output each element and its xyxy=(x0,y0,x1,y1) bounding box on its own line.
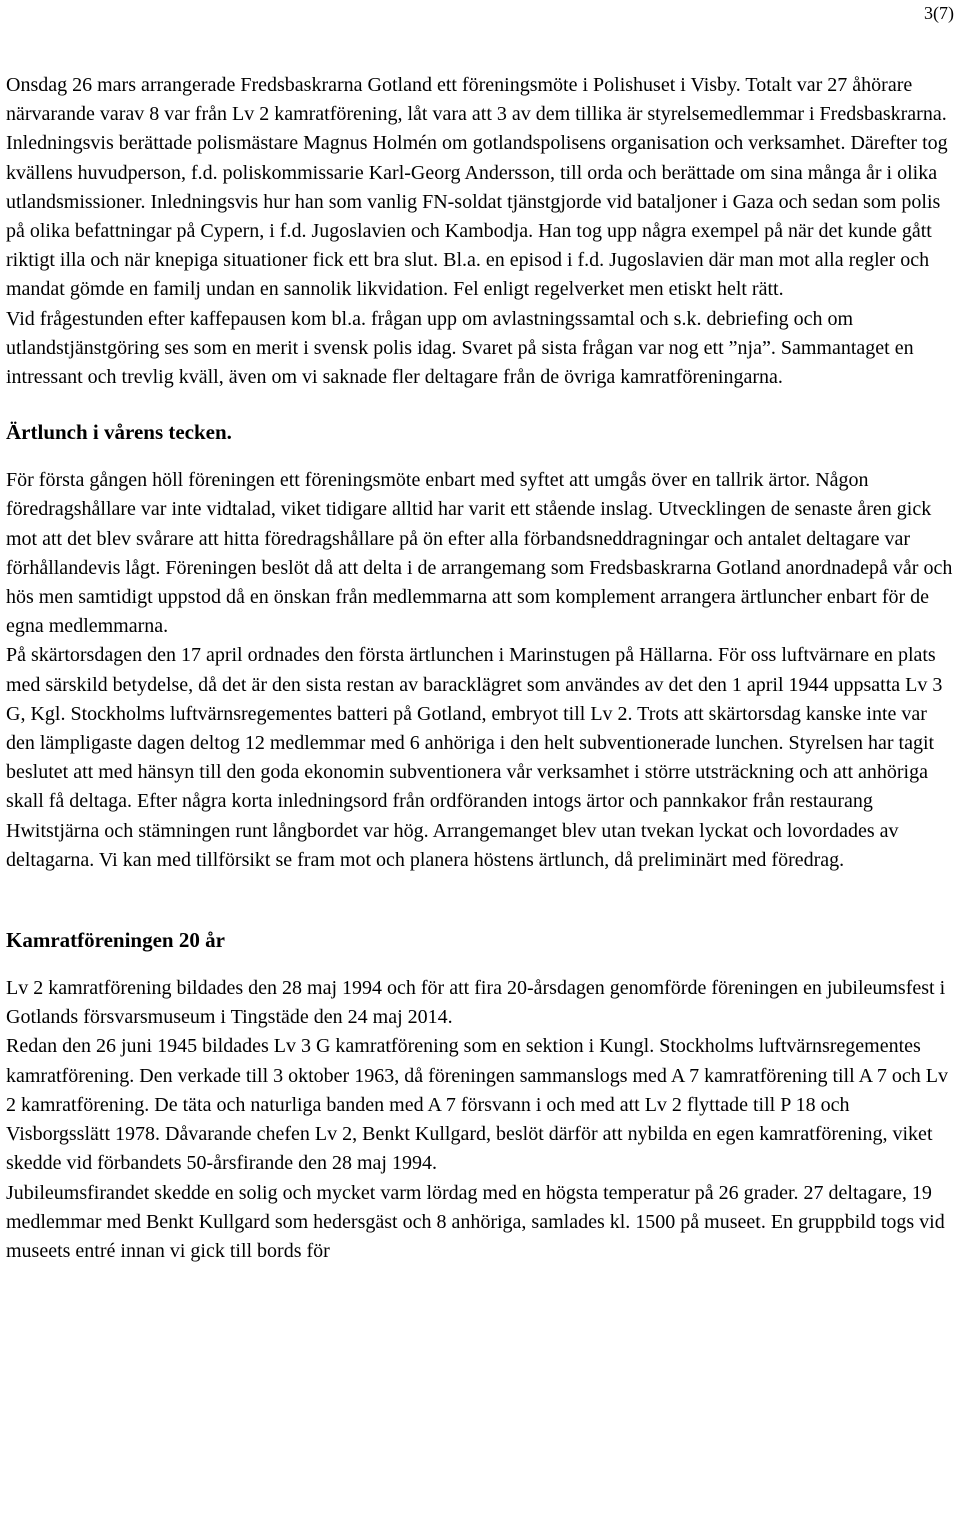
spacer xyxy=(6,392,958,418)
section-anniversary xyxy=(6,926,958,1266)
meeting-paragraph-2: Vid frågestunden efter kaffepausen kom bl.a. frågan upp om avlastningssamtal och s.k. debriefing och om utlandstjänstgöring ses som en merit i svensk polis idag. Svaret på sista frågan var nog ett ”nja”. Sammantaget en intressant och trevlig kväll, även om vi saknade fler deltagare från de övriga kamratföreningarna. xyxy=(6,307,914,389)
artlunch-paragraph-1: För första gången höll föreningen ett föreningsmöte enbart med syftet att umgås över en tallrik ärtor. Någon föredragshållare var inte vidtalad, viket tidigare alltid har varit ett stående inslag. Utvecklingen de senaste åren gick mot att det blev svårare att hitta föredragshållare på ön efter alla förbandsneddragningar och antalet deltagare var förhållandevis lågt. Föreningen beslöt då att delta i de arrangemang som Fredsbaskrarna Gotland anordnadepå vår och hös men samtidigt uppstod då en önskan från medlemmarna att som komplement arrangera ärtluncher enbart för de egna medlemmarna. xyxy=(6,469,953,638)
section-meeting xyxy=(6,71,958,392)
artlunch-paragraph-2: På skärtorsdagen den 17 april ordnades den första ärtlunchen i Marinstugen på Hällarna. För oss luftvärnare en plats med särskild betydelse, då det är den sista restan av baracklägret som användes av det den 1 april 1944 uppsatta Lv 3 G, Kgl. Stockholms luftvärnsregementes batteri på Gotland, embryot till Lv 2. Trots att skärtorsdag kanske inte var den lämpligaste dagen deltog 12 medlemmar med 6 anhöriga i den helt subventionerade lunchen. Styrelsen har tagit beslutet att med hänsyn till den goda ekonomin subventionera vår verksamhet i större utsträckning och att anhöriga skall få deltaga. Efter några korta inledningsord från ordföranden intogs ärtor och pannkakor från restaurang Hwitstjärna och stämningen runt långbordet var hög. Arrangemanget blev utan tvekan lyckat och lovordades av deltagarna. Vi kan med tillförsikt se fram mot och planera höstens ärtlunch, då preliminärt med föredrag. xyxy=(6,644,943,871)
spacer xyxy=(6,447,958,466)
anniversary-paragraph-2: Redan den 26 juni 1945 bildades Lv 3 G kamratförening som en sektion i Kungl. Stockholms luftvärnsregementes kamratförening. Den verkade till 3 oktober 1963, då föreningen sammanslogs med A 7 kamratförening till A 7 och Lv 2 kamratförening. De täta och naturliga banden med A 7 försvann i och med att Lv 2 flyttade till P 18 och Visborgsslätt 1978. Dåvarande chefen Lv 2, Benkt Kullgard, beslöt därför att nybilda en egen kamratförening, viket skedde vid förbandets 50-årsfirande den 28 maj 1994. xyxy=(6,1035,949,1175)
section-artlunch xyxy=(6,418,958,875)
anniversary-heading: Kamratföreningen 20 år xyxy=(6,928,225,953)
page-number: 3(7) xyxy=(924,3,954,23)
anniversary-paragraph-3: Jubileumsfirandet skedde en solig och mycket varm lördag med en högsta temperatur på 26 grader. 27 deltagare, 19 medlemmar med Benkt Kullgard som hedersgäst och 8 anhöriga, samlades kl. 1500 på museet. En gruppbild togs vid museets entré innan vi gick till bords för xyxy=(6,1181,945,1262)
spacer xyxy=(6,955,958,974)
anniversary-paragraph-1: Lv 2 kamratförening bildades den 28 maj 1994 och för att fira 20-årsdagen genomförde föreningen en jubileumsfest i Gotlands försvarsmuseum i Tingstäde den 24 maj 2014. xyxy=(6,977,946,1029)
meeting-paragraph-1: Onsdag 26 mars arrangerade Fredsbaskrarna Gotland ett föreningsmöte i Polishuset i Visby. Totalt var 27 åhörare närvarande varav 8 var från Lv 2 kamratförening, låt vara att 3 av dem tillika är styrelsemedlemmar i Fredsbaskrarna. Inledningsvis berättade polismästare Magnus Holmén om gotlandspolisens organisation och verksamhet. Därefter tog kvällens huvudperson, f.d. poliskommissarie Karl-Georg Andersson, till orda och berättade om sina många år i olika utlandsmissioner. Inledningsvis hur han som vanlig FN-soldat tjänstgjorde vid bataljoner i Gaza och sedan som polis på olika befattningar på Cypern, i f.d. Jugoslavien och Kambodja. Han tog upp några exempel på när det kunde gått riktigt illa och när knepiga situationer fick ett bra slut. Bl.a. en episod i f.d. Jugoslavien där man mot alla regler och mandat gömde en familj undan en sannolik likvidation. Fel enligt regelverket men etiskt helt rätt. xyxy=(6,74,948,301)
document-body xyxy=(6,71,958,1266)
spacer xyxy=(6,875,958,926)
artlunch-heading: Ärtlunch i vårens tecken. xyxy=(6,420,232,445)
